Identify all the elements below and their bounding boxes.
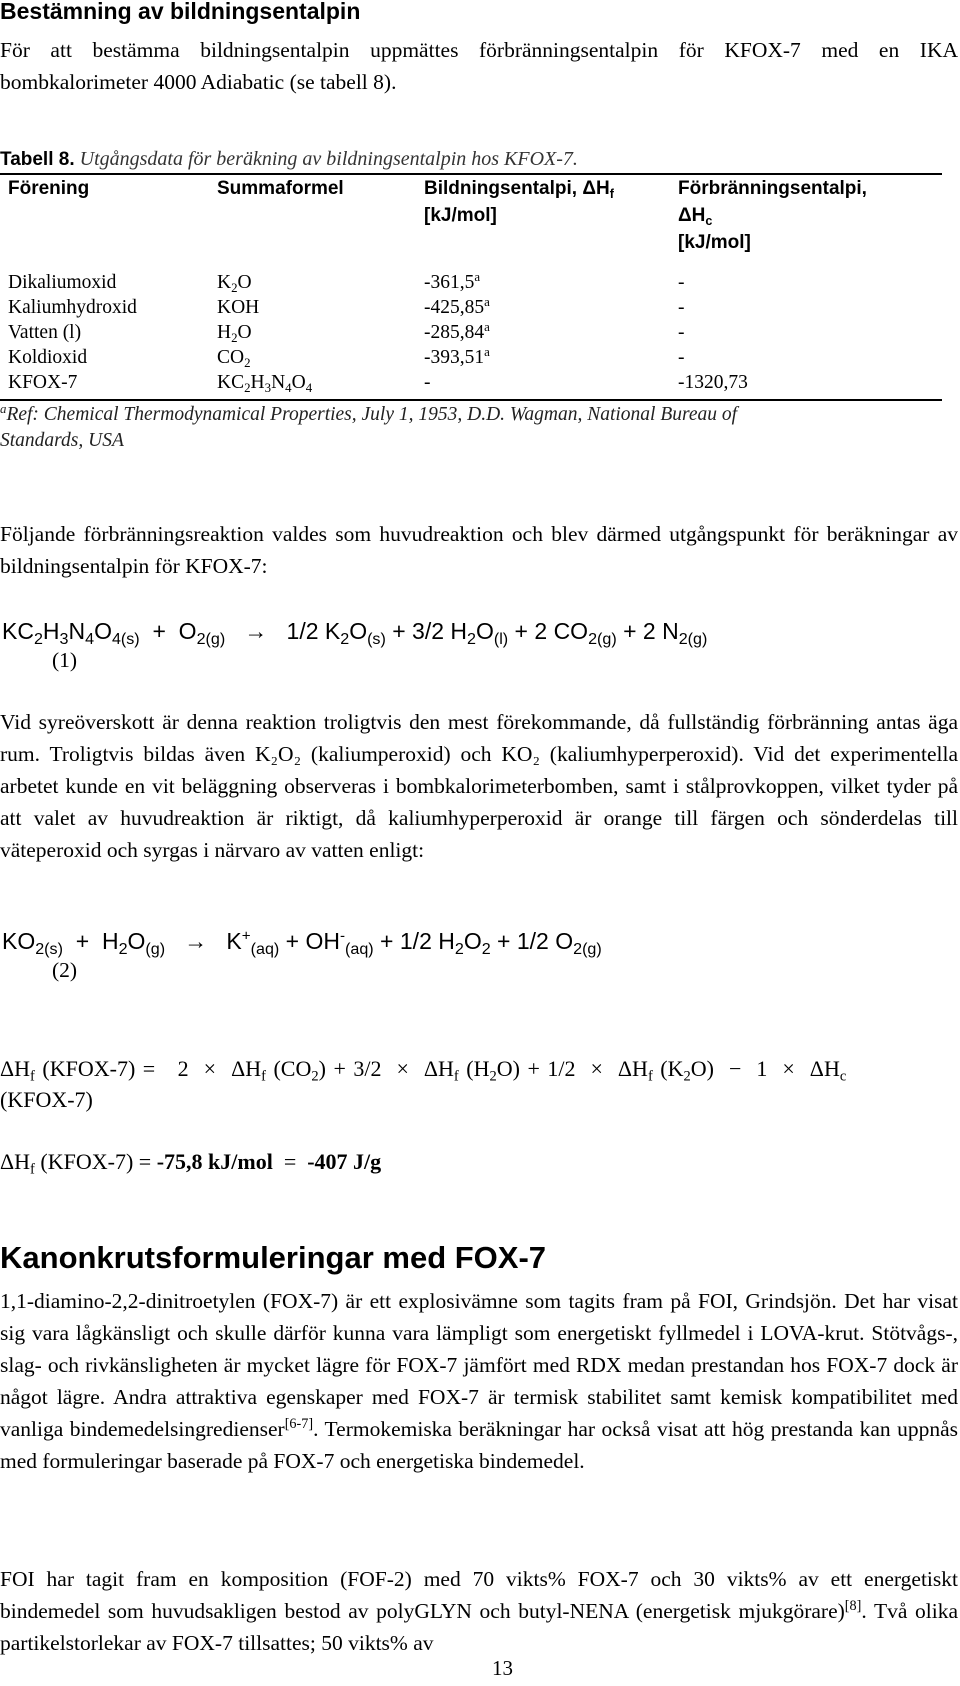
table-row-hc: - (678, 347, 685, 368)
header-bildningsentalpi: Bildningsentalpi, $\Delta H_f$ [kJ/mol] (424, 178, 614, 226)
table-bottom-rule (0, 399, 942, 401)
header-forening: Förening (8, 178, 90, 199)
table-row-hf: -285,84$^a$ (424, 319, 490, 343)
page-number: 13 (492, 1656, 513, 1680)
equation-2: $KO_{2(s)} + H_2O_{(g)} \to K^+_{(aq)} + OH^-_{(aq)} + 1/2$ $H_2O_2 + 1/2$ $O_{2(g)}$ (2, 927, 602, 958)
table-row-hc: - (678, 322, 685, 343)
equation-1-number: (1) (52, 648, 78, 672)
table-row-formula: KOH (217, 297, 260, 318)
enthalpy-result: $\Delta H_f$ (KFOX-7) = -75,8 kJ/mol = -407 J/g (0, 1149, 382, 1178)
table-row-hf: -425,85$^a$ (424, 294, 490, 318)
table-row-name: Kaliumhydroxid (8, 297, 137, 318)
table-row-formula: $CO_2$ (217, 347, 251, 370)
fof2-paragraph: FOI har tagit fram en komposition (FOF-2) med 70 vikts% FOX-7 och 30 vikts% av ett energetiskt bindemedel som huvudsakligen bestod av polyGLYN och butyl-NENA (energetisk mjukgörare)[8]. Två olika partikelstorlekar av FOX-7 tillsattes; 50 vikts% av (0, 1567, 958, 1655)
table-row-hc: -1320,73 (678, 372, 748, 393)
table-row-hf: -361,5$^a$ (424, 269, 481, 293)
table-row-formula: $K_2O$ (217, 272, 252, 295)
intro-paragraph: För att bestämma bildningsentalpin uppmättes förbränningsentalpin för KFOX-7 med en IKA bombkalorimeter 4000 Adiabatic (se tabell 8). (0, 38, 958, 94)
table-row-name: Vatten (l) (8, 322, 82, 343)
table-row-name: Koldioxid (8, 347, 88, 368)
section-heading: Kanonkrutsformuleringar med FOX-7 (0, 1240, 547, 1275)
equation-2-number: (2) (52, 958, 78, 982)
table-row-hc: - (678, 272, 685, 293)
table-caption-text: Utgångsdata för beräkning av bildningsentalpin hos KFOX-7. (79, 148, 578, 170)
table-caption (0, 148, 578, 171)
table-row-formula: $H_2O$ (217, 322, 252, 345)
table-row-name: Dikaliumoxid (8, 272, 117, 293)
table-row-hc: - (678, 297, 685, 318)
header-summaformel: Summaformel (217, 178, 344, 199)
section-heading: Bestämning av bildningsentalpin (0, 0, 361, 24)
table-row-name: KFOX-7 (8, 372, 78, 393)
equation-1: $KC_2H_3N_4O_{4(s)} + O_{2(g)} \to 1/2$ $K_2O_{(s)} + 3/2$ $H_2O_{(l)} + 2$ $CO_{2(g)} + 2$ $N_{2(g)}$ (2, 618, 708, 648)
reaction-intro-paragraph: Följande förbränningsreaktion valdes som huvudreaktion och blev därmed utgångspunkt för beräkningar av bildningsentalpin för KFOX-7: (0, 522, 958, 578)
header-forbranningsentalpi: Förbränningsentalpi, $\Delta H_c$ [kJ/mol] (678, 178, 867, 253)
table-row-formula: $KC_2H_3N_4O_4$ (217, 372, 313, 395)
table-row-hf: - (424, 372, 431, 393)
enthalpy-calculation-tail: (KFOX-7) (0, 1087, 93, 1112)
reaction-discussion-paragraph: Vid syreöverskott är denna reaktion troligtvis den mest förekommande, då fullständig förbränning antas äga rum. Troligtvis bildas även K₂O₂ (kaliumperoxid) och KO₂ (kaliumhyperperoxid). Vid det experimentella arbetet kunde en vit beläggning observeras i bombkalorimeterbomben, samt i stålprovkoppen, vilket tyder på att valet av huvudreaktion är riktigt, då kaliumhyperperoxid är orange till färgen och sönderdelas till väteperoxid och syrgas i närvaro av vatten enligt: (0, 710, 958, 862)
enthalpy-calculation: $\Delta H_f$ (KFOX-7) = $2 \times \Delta H_f$ $(CO_2) + 3/2 \times \Delta H_f$ $(H_2O) + 1/2 \times \Delta H_f$ $(K_2O) - 1 \times \Delta H_c$ (0, 1056, 847, 1085)
fox7-paragraph: 1,1-diamino-2,2-dinitroetylen (FOX-7) är ett explosivämne som tagits fram på FOI, Grindsjön. Det har visat sig vara lågkänsligt och skulle därför kunna vara lämpligt som energetiskt fyllmedel i LOVA-krut. Stötvågs-, slag- och rivkänsligheten är mycket lägre för FOX-7 jämfört med RDX medan prestandan hos FOX-7 dock är något lägre. Andra attraktiva egenskaper med FOX-7 är termisk stabilitet samt kemisk kompatibilitet med vanliga bindemedelsingredienser[6-7]. Termokemiska beräkningar har också visat att hög prestanda kan uppnås med formuleringar baserade på FOX-7 och energetiska bindemedel. (0, 1289, 958, 1473)
table-caption-label: Tabell 8. (0, 149, 75, 170)
table-row-hf: -393,51$^a$ (424, 344, 490, 368)
table-footnote: $^a$Ref: Chemical Thermodynamical Properties, July 1, 1953, D.D. Wagman, National Bureau of Standards, USA (0, 401, 738, 451)
